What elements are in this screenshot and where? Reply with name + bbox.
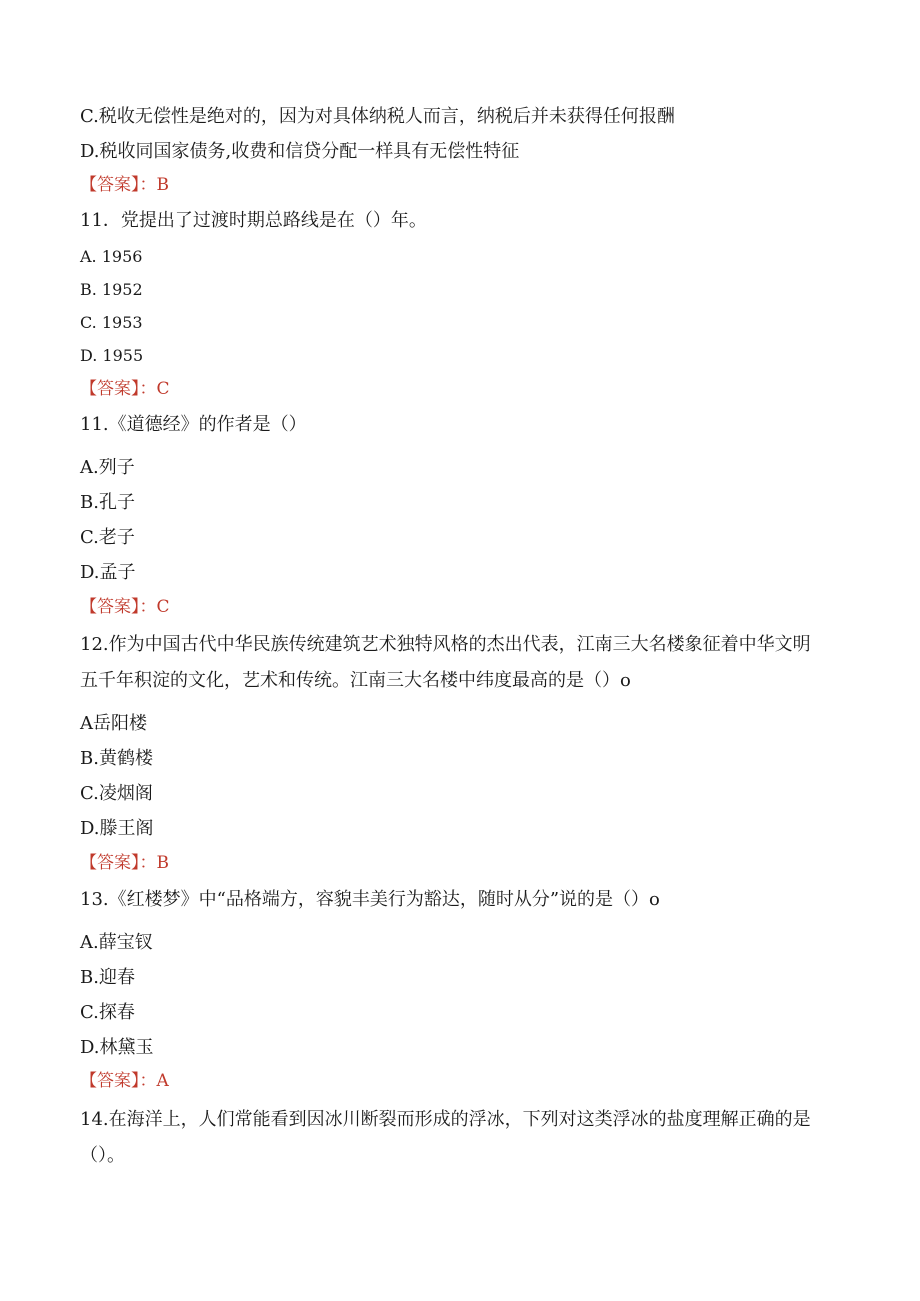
answer-label: 【答案】：C xyxy=(80,597,170,617)
answer-label: 【答案】：A xyxy=(80,1071,169,1091)
option-d: D.孟子 xyxy=(80,562,136,583)
option-d: D.林黛玉 xyxy=(80,1037,154,1058)
option-c: C.老子 xyxy=(80,527,135,548)
answer-label: 【答案】：B xyxy=(80,175,169,195)
question-14-line-2: （）。 xyxy=(80,1145,125,1166)
option-d: D. 1955 xyxy=(80,346,144,365)
question-11-transition: 11．党提出了过渡时期总路线是在（）年。 xyxy=(80,210,427,231)
option-a: A.列子 xyxy=(80,457,135,478)
option-b: B.黄鹤楼 xyxy=(80,748,153,769)
option-a: A. 1956 xyxy=(80,247,143,266)
answer-label: 【答案】：B xyxy=(80,853,169,873)
question-12-line-1: 12.作为中国古代中华民族传统建筑艺术独特风格的杰出代表，江南三大名楼象征着中华文明 xyxy=(80,634,811,655)
option-b: B.孔子 xyxy=(80,492,135,513)
option-c: C.探春 xyxy=(80,1002,135,1023)
question-11-daodejing: 11.《道德经》的作者是（） xyxy=(80,414,307,435)
option-a: A.薛宝钗 xyxy=(80,932,153,953)
option-b: B.迎春 xyxy=(80,967,135,988)
option-b: B. 1952 xyxy=(80,280,143,299)
option-a: A岳阳楼 xyxy=(80,713,147,734)
option-c: C.凌烟阁 xyxy=(80,783,153,804)
option-d: D.滕王阁 xyxy=(80,818,154,839)
option-d-tax: D.税收同国家债务,收费和信贷分配一样具有无偿性特征 xyxy=(80,141,520,162)
option-c: C. 1953 xyxy=(80,313,143,332)
option-c-tax: C.税收无偿性是绝对的，因为对具体纳税人而言，纳税后并未获得任何报酬 xyxy=(80,106,675,127)
answer-label: 【答案】：C xyxy=(80,379,170,399)
question-13: 13.《红楼梦》中“品格端方，容貌丰美行为豁达，随时从分”说的是（）o xyxy=(80,889,660,910)
question-12-line-2: 五千年积淀的文化，艺术和传统。江南三大名楼中纬度最高的是（）o xyxy=(80,670,631,691)
question-14-line-1: 14.在海洋上，人们常能看到因冰川断裂而形成的浮冰，下列对这类浮冰的盐度理解正确的是 xyxy=(80,1109,811,1130)
